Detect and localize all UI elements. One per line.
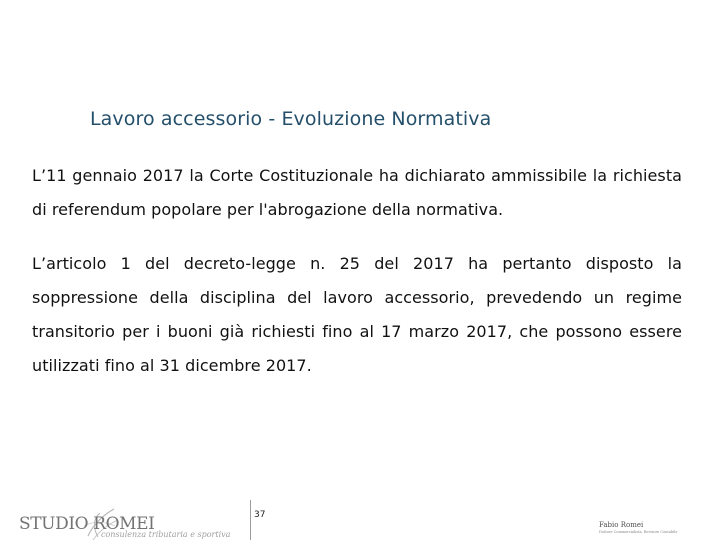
slide-content xyxy=(32,159,682,383)
signature-name: Fabio Romei xyxy=(599,521,644,529)
logo-text: STUDIO ROMEI xyxy=(19,514,155,534)
footer-divider xyxy=(250,500,251,540)
signature-role: Dottore Commercialista, Revisore Contabile xyxy=(599,530,678,534)
referendum-paragraph: L’11 gennaio 2017 la Corte Costituzionale ha dichiarato ammissibile la richiesta di referendum popolare per l'abrogazione della normativa. xyxy=(32,166,682,219)
studio-romei-logo xyxy=(17,507,232,540)
logo-tagline: consulenza tributaria e sportiva xyxy=(101,530,231,539)
slide-title: Lavoro accessorio - Evoluzione Normativa xyxy=(90,108,492,130)
decree-paragraph: L’articolo 1 del decreto-legge n. 25 del 2017 ha pertanto disposto la soppressione della disciplina del lavoro accessorio, prevedendo un regime transitorio per i buoni già richiesti fino al 17 marzo 2017, che possono essere utilizzati fino al 31 dicembre 2017. xyxy=(32,254,682,375)
footer-signature xyxy=(599,521,703,539)
page-number: 37 xyxy=(254,510,266,520)
